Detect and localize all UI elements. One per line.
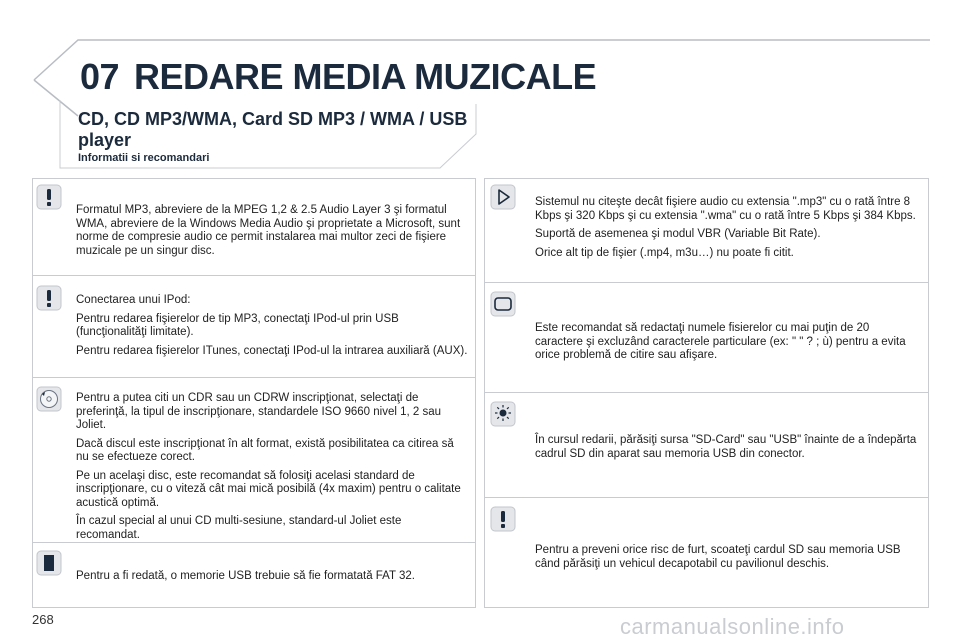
usb-stick-icon (36, 550, 62, 576)
paragraph: Suportă de asemenea şi modul VBR (Variable Bit Rate). (535, 228, 821, 240)
right-block-1 (535, 196, 920, 265)
center-left-border (475, 178, 476, 608)
left-block-2 (76, 294, 468, 363)
right-top-border (484, 178, 928, 179)
chapter-title: REDARE MEDIA MUZICALE (134, 56, 597, 97)
left-column-border (32, 178, 33, 608)
chapter-number: 07 (80, 56, 120, 97)
watermark: carmanualsonline.info (620, 614, 845, 639)
paragraph: În cazul special al unui CD multi-sesiune, standard-ul Joliet este recomandat. (76, 515, 402, 541)
right-bottom-border (484, 607, 928, 608)
right-separator (484, 282, 928, 283)
center-right-border (484, 178, 485, 608)
right-block-2 (535, 322, 920, 368)
paragraph: Este recomandat să redactaţi numele fisierelor cu mai puţin de 20 caractere şi excluzând caracterele particulare (ex: " " ? ; ù) pentru a evita orice problemă de citire sau afişare. (535, 322, 906, 361)
paragraph: Orice alt tip de fişier (.mp4, m3u…) nu poate fi citit. (535, 246, 794, 259)
paragraph: Conectarea unui IPod: (76, 294, 191, 306)
left-block-3 (76, 392, 468, 547)
paragraph: În cursul redarii, părăsiţi sursa "SD-Card" sau "USB" înainte de a îndepărta cadrul SD din aparat sau memoria USB din conector. (535, 434, 917, 460)
screen-icon (490, 291, 516, 317)
section-title: CD, CD MP3/WMA, Card SD MP3 / WMA / USB player (78, 109, 468, 150)
left-separator (32, 377, 476, 378)
right-column-border (928, 178, 929, 608)
right-separator (484, 392, 928, 393)
left-block-4 (76, 570, 468, 589)
paragraph: Formatul MP3, abreviere de la MPEG 1,2 & 2.5 Audio Layer 3 şi formatul WMA, abreviere de la Windows Media Audio şi proprietate a Microsoft, sunt norme de compresie audio ce permit instalarea mai multor zeci de fişiere muzicale pe un singur disc. (76, 204, 461, 257)
play-icon (490, 184, 516, 210)
paragraph: Pentru a putea citi un CDR sau un CDRW inscripţionat, selectaţi de preferinţă, la tipul de inscripţionare, standardele ISO 9660 nivel 1, 2 sau Joliet. (76, 392, 442, 431)
paragraph: Pentru redarea fişierelor de tip MP3, conectaţi IPod-ul prin USB (funcţionalităţi limitate). (76, 312, 399, 338)
left-top-border (32, 178, 476, 179)
right-block-4 (535, 544, 920, 576)
left-bottom-border (32, 607, 476, 608)
section-subtitle: Informatii si recomandari (78, 152, 210, 164)
left-separator (32, 275, 476, 276)
header-frame (0, 0, 960, 200)
left-block-1 (76, 204, 468, 263)
right-block-3 (535, 434, 920, 466)
exclamation-icon (36, 285, 62, 311)
paragraph: Dacă discul este inscripţionat în alt format, există posibilitatea ca citirea să nu se efectueze corect. (76, 437, 454, 463)
page-number: 268 (32, 612, 54, 627)
exclamation-icon (490, 506, 516, 532)
right-separator (484, 497, 928, 498)
paragraph: Pe un acelaşi disc, este recomandat să folosiţi acelasi standard de inscripţionare, cu o viteză cât mai mică posibilă (4x maxim) pentru o calitate acustică optimă. (76, 469, 461, 509)
paragraph: Pentru a fi redată, o memorie USB trebuie să fie formatată FAT 32. (76, 570, 415, 582)
disc-icon (36, 386, 62, 412)
exclamation-icon (36, 184, 62, 210)
light-bulb-icon (490, 401, 516, 427)
paragraph: Sistemul nu citeşte decât fişiere audio cu extensia ".mp3" cu o rată între 8 Kbps şi 320 Kbps şi cu extensia ".wma" cu o rată între 5 Kbps şi 384 Kbps. (535, 196, 916, 222)
paragraph: Pentru a preveni orice risc de furt, scoateţi cardul SD sau memoria USB când părăsiţi un vehicul decapotabil cu pavilionul deschis. (535, 544, 901, 570)
paragraph: Pentru redarea fişierelor ITunes, conectaţi IPod-ul la intrarea auxiliară (AUX). (76, 344, 468, 357)
